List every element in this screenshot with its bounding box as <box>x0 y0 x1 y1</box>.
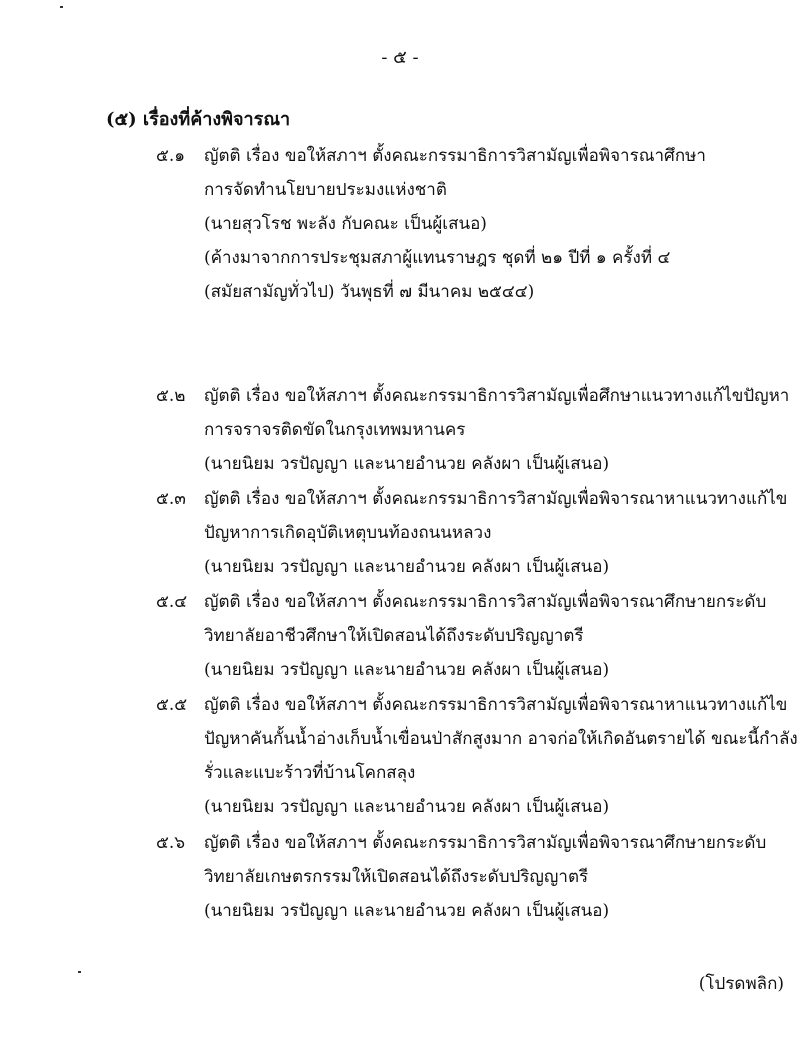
item-line: ปัญหาการเกิดอุบัติเหตุบนท้องถนนหลวง <box>204 523 492 543</box>
item-line: ญัตติ เรื่อง ขอให้สภาฯ ตั้งคณะกรรมาธิการวิสามัญเพื่อพิจารณาหาแนวทางแก้ไข <box>204 695 788 715</box>
item-number: ๕.๒ <box>156 386 186 406</box>
section-heading: (๕) เรื่องที่ค้างพิจารณา <box>106 109 291 130</box>
page-number: - ๕ - <box>381 47 419 68</box>
item-number: ๕.๔ <box>156 592 188 612</box>
item-line: การจัดทำนโยบายประมงแห่งชาติ <box>204 180 447 200</box>
item-line: ญัตติ เรื่อง ขอให้สภาฯ ตั้งคณะกรรมาธิการวิสามัญเพื่อพิจารณาหาแนวทางแก้ไข <box>204 489 788 509</box>
item-line: วิทยาลัยอาชีวศึกษาให้เปิดสอนได้ถึงระดับปริญญาตรี <box>204 626 584 646</box>
item-line: การจราจรติดขัดในกรุงเทพมหานคร <box>204 420 466 440</box>
item-line: วิทยาลัยเกษตรกรรมให้เปิดสอนได้ถึงระดับปริญญาตรี <box>204 867 589 887</box>
item-line: (นายนิยม วรปัญญา และนายอำนวย คลังผา เป็นผู้เสนอ) <box>204 901 610 921</box>
item-line: (สมัยสามัญทั่วไป) วันพุธที่ ๗ มีนาคม ๒๕๔๔) <box>204 282 535 302</box>
turn-page-note: (โปรดพลิก) <box>698 974 784 994</box>
item-line: (นายนิยม วรปัญญา และนายอำนวย คลังผา เป็นผู้เสนอ) <box>204 454 610 474</box>
scan-speck <box>60 6 63 8</box>
item-line: (นายสุวโรช พะลัง กับคณะ เป็นผู้เสนอ) <box>204 214 487 234</box>
item-line: (นายนิยม วรปัญญา และนายอำนวย คลังผา เป็นผู้เสนอ) <box>204 797 610 817</box>
item-line: ญัตติ เรื่อง ขอให้สภาฯ ตั้งคณะกรรมาธิการวิสามัญเพื่อพิจารณาศึกษายกระดับ <box>204 833 767 853</box>
scan-speck <box>78 971 81 973</box>
item-number: ๕.๖ <box>156 833 186 853</box>
item-line: (นายนิยม วรปัญญา และนายอำนวย คลังผา เป็นผู้เสนอ) <box>204 660 610 680</box>
item-line: ปัญหาคันกั้นน้ำอ่างเก็บน้ำเขื่อนป่าสักสูงมาก อาจก่อให้เกิดอันตรายได้ ขณะนี้กำลัง <box>204 729 798 749</box>
item-line: ญัตติ เรื่อง ขอให้สภาฯ ตั้งคณะกรรมาธิการวิสามัญเพื่อพิจารณาศึกษา <box>204 146 706 166</box>
item-line: (นายนิยม วรปัญญา และนายอำนวย คลังผา เป็นผู้เสนอ) <box>204 557 610 577</box>
item-line: รั่วและแบะร้าวที่บ้านโคกสลุง <box>204 763 416 783</box>
item-number: ๕.๓ <box>156 489 186 509</box>
item-line: ญัตติ เรื่อง ขอให้สภาฯ ตั้งคณะกรรมาธิการวิสามัญเพื่อศึกษาแนวทางแก้ไขปัญหา <box>204 386 790 406</box>
item-number: ๕.๑ <box>156 146 186 166</box>
item-line: (ค้างมาจากการประชุมสภาผู้แทนราษฎร ชุดที่ ๒๑ ปีที่ ๑ ครั้งที่ ๔ <box>204 248 671 268</box>
item-line: ญัตติ เรื่อง ขอให้สภาฯ ตั้งคณะกรรมาธิการวิสามัญเพื่อพิจารณาศึกษายกระดับ <box>204 592 767 612</box>
item-number: ๕.๕ <box>156 695 188 715</box>
